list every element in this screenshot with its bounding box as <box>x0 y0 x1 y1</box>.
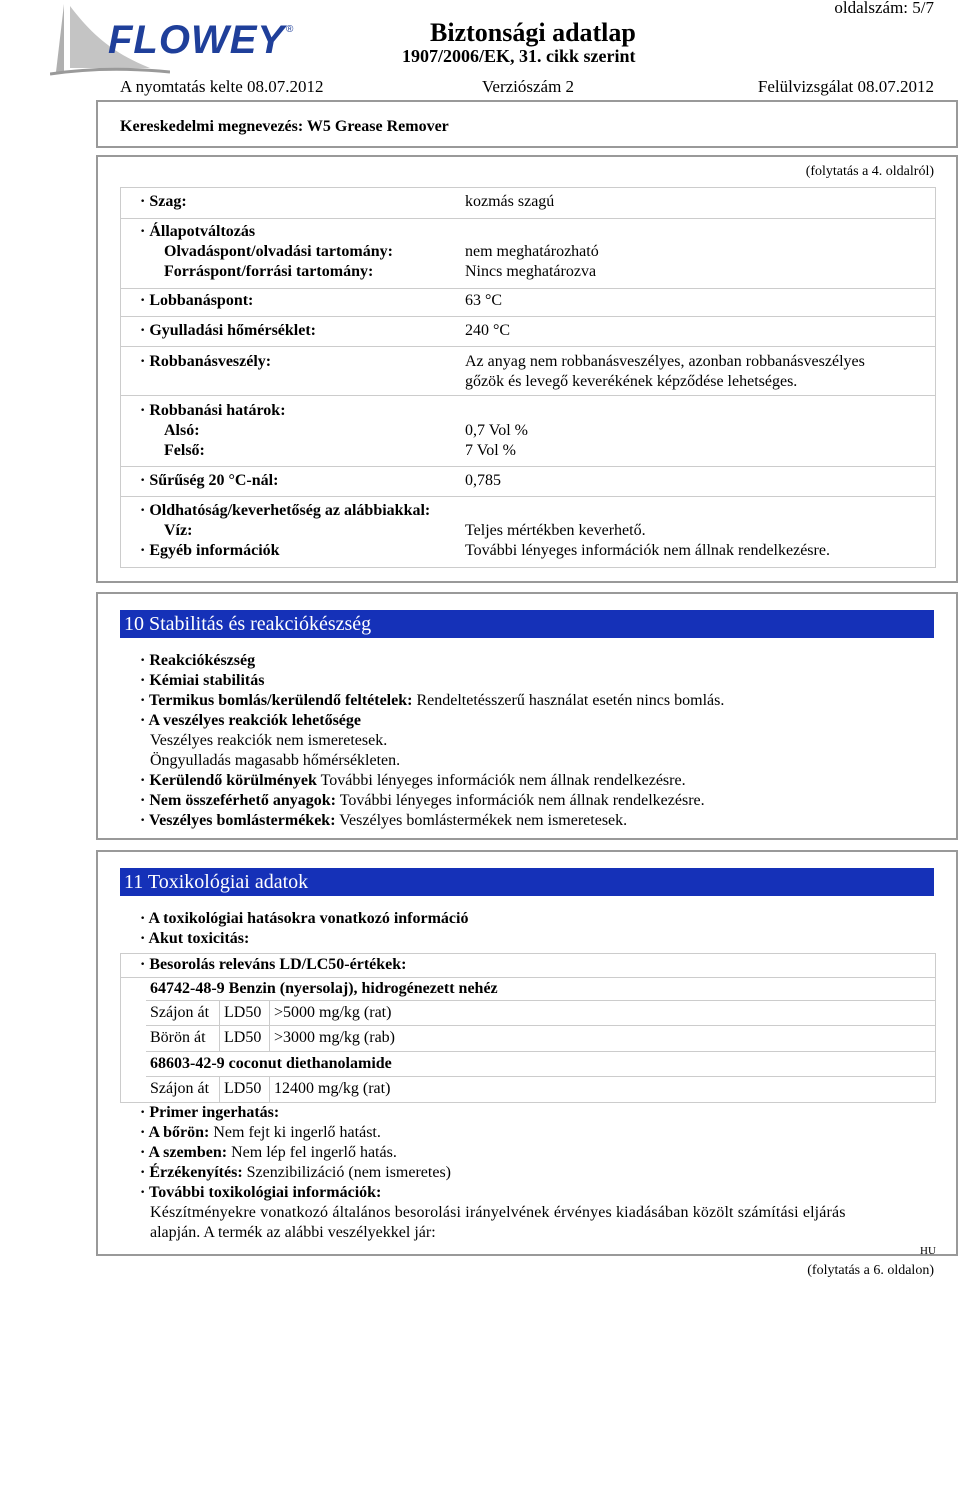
divider <box>120 218 936 219</box>
lower-limit-value: 0,7 Vol % <box>465 422 528 439</box>
divider <box>146 1051 936 1052</box>
sensitization-row <box>140 1164 451 1182</box>
explosion-value-2: gőzök és levegő keverékének képződése lehetséges. <box>465 373 798 390</box>
sensitization-label: · Érzékenyítés: <box>140 1164 243 1181</box>
decomp-value: Veszélyes bomlástermékek nem ismeretesek. <box>339 812 628 829</box>
incompatible-row <box>140 792 705 810</box>
ignition-value: 240 °C <box>465 322 511 339</box>
melting-value: nem meghatározható <box>465 243 599 260</box>
divider <box>120 346 936 347</box>
substance-name: 68603-42-9 coconut diethanolamide <box>150 1055 392 1072</box>
further-tox-text-1: Készítményekre vonatkozó általános besorolási irányelvének érvényes kiadásában közölt számítási eljárás <box>150 1204 846 1221</box>
explosion-label: · Robbanásveszély: <box>140 353 272 370</box>
table-cell-route: Börön át <box>150 1029 206 1046</box>
incompatible-label: · Nem összeférhető anyagok: <box>140 792 336 809</box>
skin-label: · A bőrön: <box>140 1124 210 1141</box>
flash-point-value: 63 °C <box>465 292 503 309</box>
continued-on: (folytatás a 6. oldalon) <box>807 1263 934 1278</box>
decomp-label: · Veszélyes bomlástermékek: <box>140 812 336 829</box>
document-title: Biztonsági adatlap <box>430 18 636 47</box>
avoid-value: További lényeges információk nem állnak rendelkezésre. <box>320 772 686 789</box>
eye-value: Nem lép fel ingerlő hatás. <box>231 1144 397 1161</box>
solubility-label: · Oldhatóság/keverhetőség az alábbiakkal: <box>140 502 431 519</box>
further-tox-text-2: alapján. A termék az alábbi veszélyekkel jár: <box>150 1224 436 1241</box>
density-label: · Sűrűség 20 °C-nál: <box>140 472 279 489</box>
odor-value: kozmás szagú <box>465 193 555 210</box>
other-info-value: További lényeges információk nem állnak rendelkezésre. <box>465 542 830 559</box>
upper-limit-value: 7 Vol % <box>465 442 516 459</box>
eye-row <box>140 1144 397 1162</box>
table-cell-type: LD50 <box>224 1029 262 1046</box>
lower-limit-label: Alsó: <box>164 422 200 439</box>
divider <box>120 288 936 289</box>
table-cell-value: 12400 mg/kg (rat) <box>274 1080 391 1097</box>
thermal-label: · Termikus bomlás/kerülendő feltételek: <box>140 692 413 709</box>
odor-label: · Szag: <box>140 193 187 210</box>
density-value: 0,785 <box>465 472 501 489</box>
flash-point-label: · Lobbanáspont: <box>140 292 254 309</box>
skin-row <box>140 1124 381 1142</box>
primary-irritation-label: · Primer ingerhatás: <box>140 1104 280 1121</box>
incompatible-value: További lényeges információk nem állnak rendelkezésre. <box>339 792 705 809</box>
eye-label: · A szemben: <box>140 1144 228 1161</box>
ignition-label: · Gyulladási hőmérséklet: <box>140 322 316 339</box>
skin-value: Nem fejt ki ingerlő hatást. <box>213 1124 381 1141</box>
flowey-logo <box>50 2 320 78</box>
divider <box>219 1076 220 1103</box>
logo-text: FLOWEY <box>108 18 286 62</box>
explosion-value-1: Az anyag nem robbanásveszélyes, azonban robbanásveszélyes <box>465 353 865 370</box>
upper-limit-label: Felső: <box>164 442 205 459</box>
boiling-label: Forráspont/forrási tartomány: <box>164 263 374 280</box>
divider <box>120 316 936 317</box>
melting-label: Olvadáspont/olvadási tartomány: <box>164 243 393 260</box>
document-subtitle: 1907/2006/EK, 31. cikk szerint <box>402 46 636 66</box>
continued-from: (folytatás a 4. oldalról) <box>805 164 934 179</box>
table-cell-type: LD50 <box>224 1004 262 1021</box>
trade-name-box <box>96 100 958 148</box>
conditions-avoid-row <box>140 772 686 790</box>
table-cell-route: Szájon át <box>150 1004 210 1021</box>
boiling-value: Nincs meghatározva <box>465 263 597 280</box>
table-cell-route: Szájon át <box>150 1080 210 1097</box>
further-tox-label: · További toxikológiai információk: <box>140 1184 382 1201</box>
tox-info-label: · A toxikológiai hatásokra vonatkozó információ <box>140 910 469 927</box>
divider <box>120 496 936 497</box>
country-code: HU <box>920 1245 936 1257</box>
trade-name: Kereskedelmi megnevezés: W5 Grease Remover <box>120 118 449 135</box>
thermal-decomposition-row <box>140 692 724 710</box>
divider <box>146 1025 936 1026</box>
registered-mark: ® <box>286 24 294 35</box>
table-cell-value: >3000 mg/kg (rab) <box>274 1029 395 1046</box>
decomposition-products-row <box>140 812 627 830</box>
section11-heading: 11 Toxikológiai adatok <box>120 868 934 896</box>
chemical-stability-label: · Kémiai stabilitás <box>140 672 265 689</box>
explosion-limits-label: · Robbanási határok: <box>140 402 286 419</box>
version-number: Verziószám 2 <box>482 77 575 96</box>
table-cell-value: >5000 mg/kg (rat) <box>274 1004 392 1021</box>
water-label: Víz: <box>164 522 193 539</box>
divider <box>219 1000 220 1051</box>
divider <box>146 1076 936 1077</box>
other-info-label: · Egyéb információk <box>140 542 280 559</box>
hazardous-reactions-2: Öngyulladás magasabb hőmérsékleten. <box>150 752 401 769</box>
hazardous-reactions-1: Veszélyes reakciók nem ismeretesek. <box>150 732 388 749</box>
acute-toxicity-label: · Akut toxicitás: <box>140 930 250 947</box>
divider <box>120 466 936 467</box>
divider <box>120 977 936 978</box>
print-date: A nyomtatás kelte 08.07.2012 <box>120 77 324 96</box>
divider <box>120 395 936 396</box>
sensitization-value: Szenzibilizáció (nem ismeretes) <box>246 1164 451 1181</box>
page-number: oldalszám: 5/7 <box>834 0 934 17</box>
hazardous-reactions-label: · A veszélyes reakciók lehetősége <box>140 712 361 729</box>
section10-heading: 10 Stabilitás és reakciókészség <box>120 610 934 638</box>
water-value: Teljes mértékben keverhető. <box>465 522 646 539</box>
reactivity-label: · Reakciókészség <box>140 652 256 669</box>
avoid-label: · Kerülendő körülmények <box>140 772 317 789</box>
revision-date: Felülvizsgálat 08.07.2012 <box>757 77 934 96</box>
divider <box>146 1000 936 1001</box>
divider <box>269 1076 270 1103</box>
divider <box>269 1000 270 1051</box>
thermal-value: Rendeltetésszerű használat esetén nincs bomlás. <box>416 692 725 709</box>
ld-label: · Besorolás releváns LD/LC50-értékek: <box>140 956 407 973</box>
table-cell-type: LD50 <box>224 1080 262 1097</box>
substance-name: 64742-48-9 Benzin (nyersolaj), hidrogénezett nehéz <box>150 980 498 997</box>
state-change-label: · Állapotváltozás <box>140 223 256 240</box>
